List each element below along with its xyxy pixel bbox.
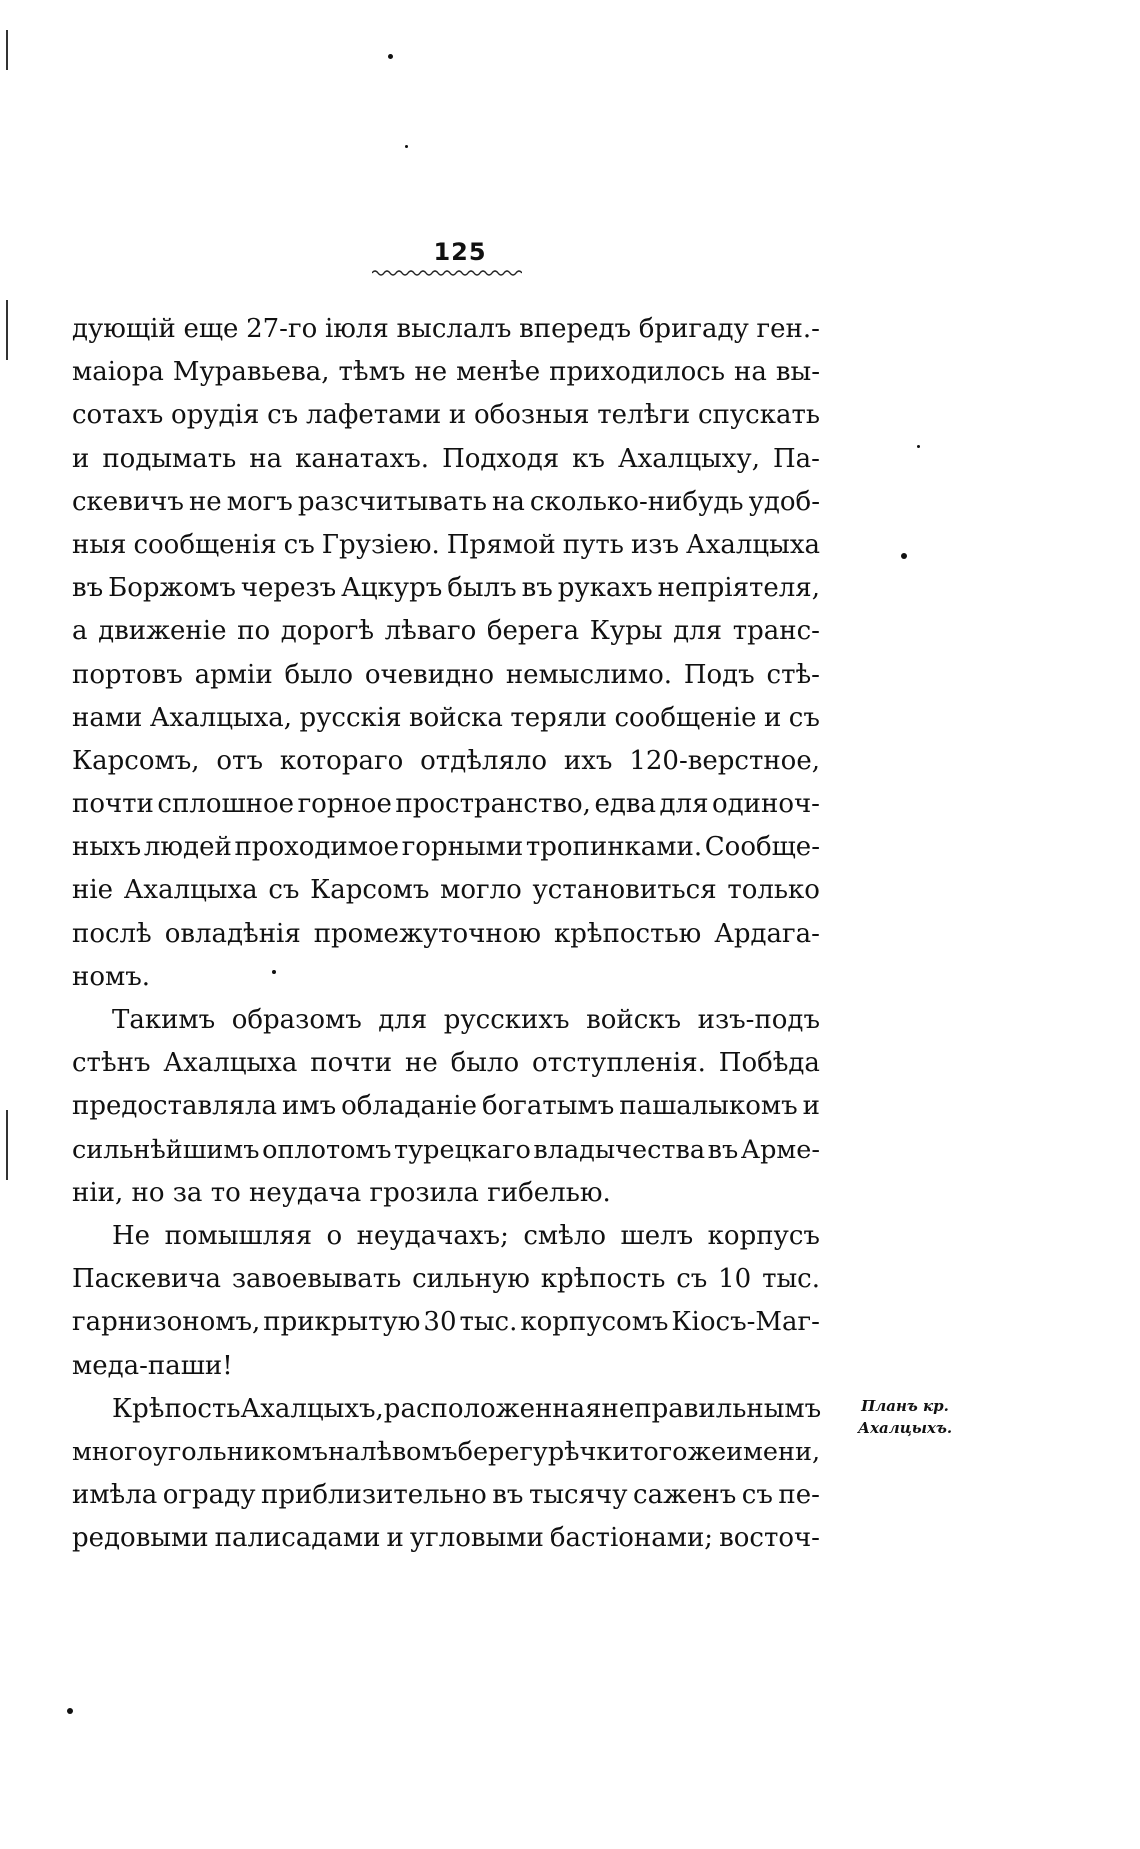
word: крѣпостью — [553, 918, 702, 949]
paragraph — [72, 999, 820, 1215]
word: отступленія. — [532, 1048, 706, 1079]
word: съ — [268, 875, 300, 906]
word: владычества — [533, 1134, 706, 1165]
word: и — [72, 443, 90, 474]
word: гарнизономъ, — [72, 1307, 261, 1338]
word: въ — [492, 1480, 524, 1511]
text-line — [72, 1129, 820, 1172]
word: войскъ — [586, 1005, 682, 1035]
word: русскія — [299, 702, 402, 733]
word: для — [659, 789, 709, 820]
text-line — [72, 394, 820, 437]
text-line — [72, 654, 820, 697]
word: тропинками. — [525, 832, 703, 863]
word: движеніе — [98, 616, 227, 647]
page-number: 125 — [433, 238, 487, 266]
word: Ахалцыха — [163, 1048, 298, 1079]
scan-edge-mark — [6, 300, 8, 360]
word: подымать — [102, 443, 237, 474]
word: того — [629, 1436, 688, 1467]
text-line — [72, 524, 820, 567]
word: угловыми — [409, 1523, 544, 1554]
word: промежуточною — [313, 918, 541, 949]
word: изъ — [630, 529, 679, 560]
word: для — [378, 1005, 428, 1035]
text-line — [72, 1517, 820, 1560]
word: отъ — [216, 745, 263, 776]
text-line — [72, 913, 820, 956]
word: едва — [594, 789, 657, 820]
word: выслалъ — [396, 314, 512, 344]
word: Куры — [589, 616, 663, 647]
scan-speck — [388, 54, 393, 59]
word: не — [405, 1048, 438, 1079]
word: одиноч- — [712, 789, 820, 820]
word: дорогѣ — [280, 616, 374, 647]
word: отдѣляло — [420, 745, 547, 776]
word: дующій — [72, 314, 176, 344]
word: съ — [283, 529, 315, 560]
word: почти — [72, 789, 154, 820]
word: менѣе — [456, 357, 541, 388]
word: теряли — [510, 702, 608, 733]
word: сообщеніе — [614, 702, 757, 733]
word: маіора — [72, 357, 164, 388]
word: ограду — [162, 1480, 256, 1511]
word: тѣмъ — [338, 357, 406, 388]
word: приблизительно — [261, 1480, 487, 1511]
word: стѣнъ — [72, 1048, 151, 1079]
word: горными — [401, 832, 524, 863]
word: неправильнымъ — [601, 1393, 822, 1424]
word: могло — [440, 875, 522, 906]
word: и — [386, 1523, 404, 1554]
word: обозныя — [473, 400, 590, 431]
word: русскихъ — [443, 1005, 570, 1035]
word: въ — [521, 573, 553, 604]
word: и — [764, 702, 782, 733]
word: помышляя — [164, 1220, 312, 1251]
word: съ — [676, 1264, 708, 1295]
word: Карсомъ — [310, 875, 430, 906]
word: обладаніе — [341, 1091, 477, 1122]
text-line — [72, 1258, 820, 1301]
word: имѣла — [72, 1480, 158, 1511]
text-line — [72, 697, 820, 740]
word: Ахалцыха — [686, 529, 820, 560]
text-line — [72, 1388, 820, 1431]
word: тыс. — [762, 1264, 820, 1295]
scan-speck — [901, 553, 907, 559]
text-line — [72, 308, 820, 351]
word: по — [237, 616, 271, 647]
word: изъ-подъ — [697, 1005, 820, 1035]
word: Такимъ — [112, 1005, 216, 1035]
word: Ахалцыхъ, — [240, 1393, 384, 1424]
word: скевичъ — [72, 486, 184, 517]
word: въ — [72, 573, 104, 604]
word: сколько-нибудь — [529, 486, 744, 517]
word: имени, — [726, 1436, 821, 1467]
paragraph — [72, 1215, 820, 1388]
word: Ардага- — [714, 918, 820, 949]
text-line — [72, 1215, 820, 1258]
word: портовъ — [72, 659, 183, 690]
word: удоб- — [748, 486, 820, 517]
scan-edge-mark — [6, 30, 8, 70]
word: установиться — [532, 875, 717, 906]
word: еще — [183, 314, 239, 344]
word: черезъ — [240, 573, 337, 604]
word: многоугольникомъ — [72, 1436, 329, 1467]
word: сообщенія — [133, 529, 277, 560]
word: не — [414, 357, 448, 388]
text-line — [72, 869, 820, 912]
word: редовыми — [72, 1523, 209, 1554]
word: рѣчки — [547, 1436, 630, 1467]
word: былъ — [447, 573, 517, 604]
word: ген.- — [756, 314, 820, 344]
word: прикрытую — [263, 1307, 421, 1338]
text-line — [72, 438, 820, 481]
word: берегу — [457, 1436, 548, 1467]
word: разсчитывать — [297, 486, 487, 517]
word: войска — [408, 702, 503, 733]
word: лѣвомъ — [360, 1436, 458, 1467]
word: Кіосъ-Маг- — [671, 1307, 820, 1338]
word: неудачахъ; — [356, 1220, 509, 1251]
word: оплотомъ — [262, 1134, 392, 1165]
word: Муравьева, — [172, 357, 330, 388]
text-line — [72, 481, 820, 524]
word: почти — [310, 1048, 393, 1079]
word: сильную — [412, 1264, 530, 1295]
text-line — [72, 826, 820, 869]
word: 120-верстное, — [629, 745, 820, 776]
word: Па- — [772, 443, 820, 474]
word: Ахалцыху, — [617, 443, 760, 474]
word: восточ- — [719, 1523, 820, 1554]
word: было — [284, 659, 354, 690]
word: къ — [572, 443, 605, 474]
word: Паскевича — [72, 1264, 222, 1295]
word: бастіонами; — [549, 1523, 714, 1554]
paragraph — [72, 308, 820, 999]
word: сотахъ — [72, 400, 164, 431]
word: путь — [562, 529, 624, 560]
word: саженъ — [633, 1480, 737, 1511]
text-line — [72, 1474, 820, 1517]
word: очевидно — [364, 659, 495, 690]
word: на — [734, 357, 767, 388]
text-line — [72, 740, 820, 783]
margin-note-line: Планъ кр. — [861, 1397, 949, 1415]
word: Подходя — [442, 443, 560, 474]
word: Сообще- — [704, 832, 820, 863]
word: Грузіею. — [321, 529, 440, 560]
word: а — [72, 616, 88, 647]
word: ихъ — [563, 745, 613, 776]
paragraph — [72, 1388, 820, 1561]
word: арміи — [194, 659, 273, 690]
text-line — [72, 1431, 820, 1474]
word: корпусъ — [707, 1220, 820, 1251]
text-line: меда-паши! — [72, 1350, 233, 1381]
word: стѣ- — [766, 659, 820, 690]
word: съ — [741, 1480, 773, 1511]
word: орудія — [171, 400, 260, 431]
word: немыслимо. — [505, 659, 673, 690]
word: Ацкуръ — [341, 573, 443, 604]
text-line: ніи, но за то неудача грозила гибелью. — [72, 1177, 611, 1208]
word: корпусомъ — [520, 1307, 669, 1338]
word: о — [326, 1220, 343, 1251]
word: только — [727, 875, 820, 906]
scan-speck — [917, 445, 920, 448]
text-line — [72, 999, 820, 1042]
word: съ — [788, 702, 820, 733]
scan-speck — [67, 1708, 73, 1714]
word: Крѣпость — [112, 1393, 241, 1424]
word: приходилось — [549, 357, 725, 388]
word: 30 — [423, 1307, 457, 1338]
word: Карсомъ, — [72, 745, 200, 776]
word: предоставляла — [72, 1091, 278, 1122]
word: съ — [267, 400, 299, 431]
word: Боржомъ — [108, 573, 236, 604]
word: сплошное — [157, 789, 295, 820]
word: образомъ — [231, 1005, 362, 1035]
word: непріятеля, — [657, 573, 820, 604]
word: ныя — [72, 529, 127, 560]
word: богатымъ — [481, 1091, 615, 1122]
word: расположенная — [383, 1393, 602, 1424]
word: и — [802, 1091, 820, 1122]
margin-note-line: Ахалцыхъ. — [857, 1419, 953, 1437]
word: берега — [486, 616, 580, 647]
text-line: номъ. — [72, 961, 151, 992]
word: же — [687, 1436, 727, 1467]
word: Ахалцыха — [123, 875, 258, 906]
word: транс- — [732, 616, 820, 647]
body-text — [72, 308, 820, 1560]
scan-edge-mark — [6, 1110, 8, 1180]
text-line — [72, 1085, 820, 1128]
word: палисадами — [214, 1523, 381, 1554]
word: лѣваго — [384, 616, 477, 647]
word: Не — [112, 1220, 151, 1251]
word: 27-го — [246, 314, 318, 344]
wavy-rule-decoration — [372, 267, 522, 277]
word: тысячу — [528, 1480, 628, 1511]
word: Ахалцыха, — [149, 702, 293, 733]
word: нами — [72, 702, 143, 733]
word: Прямой — [446, 529, 556, 560]
word: на — [328, 1436, 361, 1467]
word: лафетами — [305, 400, 442, 431]
word: имъ — [282, 1091, 337, 1122]
word: завоевывать — [231, 1264, 402, 1295]
word: было — [450, 1048, 520, 1079]
word: смѣло — [523, 1220, 607, 1251]
word: въ — [707, 1134, 739, 1165]
word: котораго — [279, 745, 404, 776]
margin-note — [840, 1395, 970, 1439]
word: Побѣда — [718, 1048, 820, 1079]
word: не — [188, 486, 222, 517]
word: людей — [143, 832, 232, 863]
word: канатахъ. — [295, 443, 430, 474]
word: тыс. — [459, 1307, 518, 1338]
word: послѣ — [72, 918, 152, 949]
word: вы- — [775, 357, 820, 388]
text-line — [72, 351, 820, 394]
word: овладѣнія — [164, 918, 301, 949]
word: крѣпость — [540, 1264, 666, 1295]
word: спускать — [697, 400, 820, 431]
word: на — [492, 486, 525, 517]
word: ныхъ — [72, 832, 142, 863]
word: Подъ — [683, 659, 755, 690]
word: рукахъ — [557, 573, 653, 604]
word: Арме- — [740, 1134, 820, 1165]
word: шелъ — [620, 1220, 694, 1251]
word: на — [249, 443, 283, 474]
word: горное — [297, 789, 392, 820]
text-line — [72, 1042, 820, 1085]
word: проходимое — [234, 832, 400, 863]
word: и — [448, 400, 467, 431]
word: бригаду — [638, 314, 749, 344]
text-line — [72, 1301, 820, 1344]
word: пространство, — [395, 789, 591, 820]
word: іюля — [324, 314, 389, 344]
word: сильнѣйшимъ — [72, 1134, 260, 1165]
text-line — [72, 567, 820, 610]
text-line — [72, 783, 820, 826]
word: пашалыкомъ — [619, 1091, 798, 1122]
word: ніе — [72, 875, 114, 906]
scan-speck — [272, 970, 276, 974]
word: для — [673, 616, 723, 647]
word: 10 — [718, 1264, 752, 1295]
word: турецкаго — [394, 1134, 531, 1165]
text-line — [72, 610, 820, 653]
word: могъ — [226, 486, 293, 517]
word: телѣги — [597, 400, 691, 431]
word: впередъ — [519, 314, 632, 344]
word: пе- — [778, 1480, 820, 1511]
scan-speck — [405, 145, 408, 148]
